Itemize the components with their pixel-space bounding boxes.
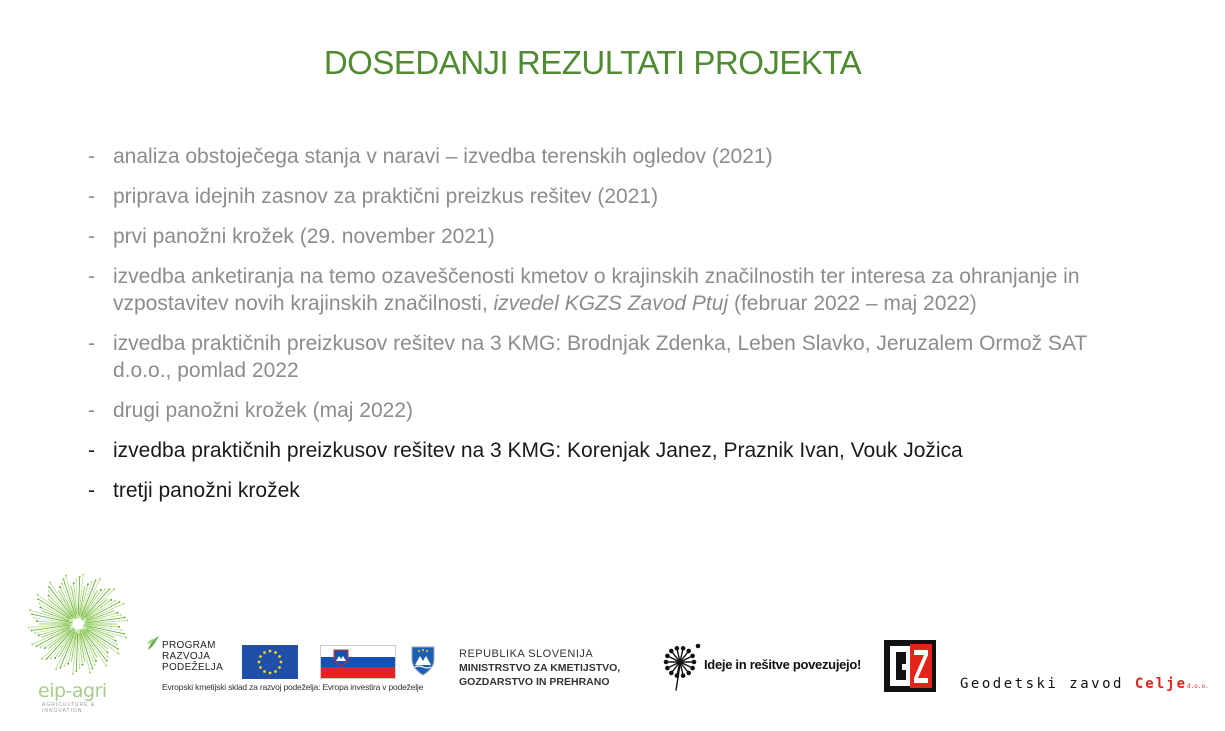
list-item: - tretji panožni krožek [88,479,300,502]
eip-burst-icon [28,574,128,679]
list-item: - priprava idejnih zasnov za praktični preizkus rešitev (2021) [88,185,659,208]
program-razvoja-subtext: Evropski kmetijski sklad za razvoj podeželja: Evropa investira v podeželje [162,682,424,692]
gz-logo-icon [884,640,936,692]
list-item: - drugi panožni krožek (maj 2022) [88,399,413,422]
geodetski-zavod-text: Geodetski zavod Celjed.o.o. [960,676,1209,692]
ideje-logo: Ideje in rešitve povezujejo! [660,642,875,692]
list-item: - izvedba anketiranja na temo ozaveščenosti kmetov o krajinskih značilnostih ter interesa za ohranjanje in vzpostavitev novih krajinskih značilnosti, izvedel KGZS Zavod Ptuj (februar 2022 – maj 2022) [88,265,1080,315]
list-item: - izvedba praktičnih preizkusov rešitev na 3 KMG: Korenjak Janez, Praznik Ivan, Vouk Jožica [88,439,963,462]
list-item: - prvi panožni krožek (29. november 2021) [88,225,495,248]
list-item: - analiza obstoječega stanja v naravi – izvedba terenskih ogledov (2021) [88,145,773,168]
ministry-logo: REPUBLIKA SLOVENIJA MINISTRSTVO ZA KMETIJSTVO, GOZDARSTVO IN PREHRANO [459,648,621,688]
footer-logos [0,570,1225,731]
page-title: DOSEDANJI REZULTATI PROJEKTA [323,44,862,81]
program-razvoja-logo: PROGRAM RAZVOJA PODEŽELJA Evropski kmetijski sklad za razvoj podeželja: Evropa investira v podeželje [146,634,401,694]
dandelion-icon [660,642,702,692]
eip-agri-logo [28,574,128,714]
eip-agri-text: eip-agri [38,680,107,702]
list-item: - izvedba praktičnih preizkusov rešitev na 3 KMG: Brodnjak Zdenka, Leben Slavko, Jeruzalem Ormož SAT d.o.o., pomlad 2022 [88,332,1087,382]
slovenia-flag-coat-icon [333,649,349,667]
eip-agri-subtext: AGRICULTURE & INNOVATION [42,702,96,714]
eu-flag-icon [242,645,298,679]
slovenia-flag-icon [320,645,396,679]
slovenia-coat-of-arms-icon [410,645,436,677]
results-list [88,143,1138,517]
leaf-icon [146,634,160,652]
